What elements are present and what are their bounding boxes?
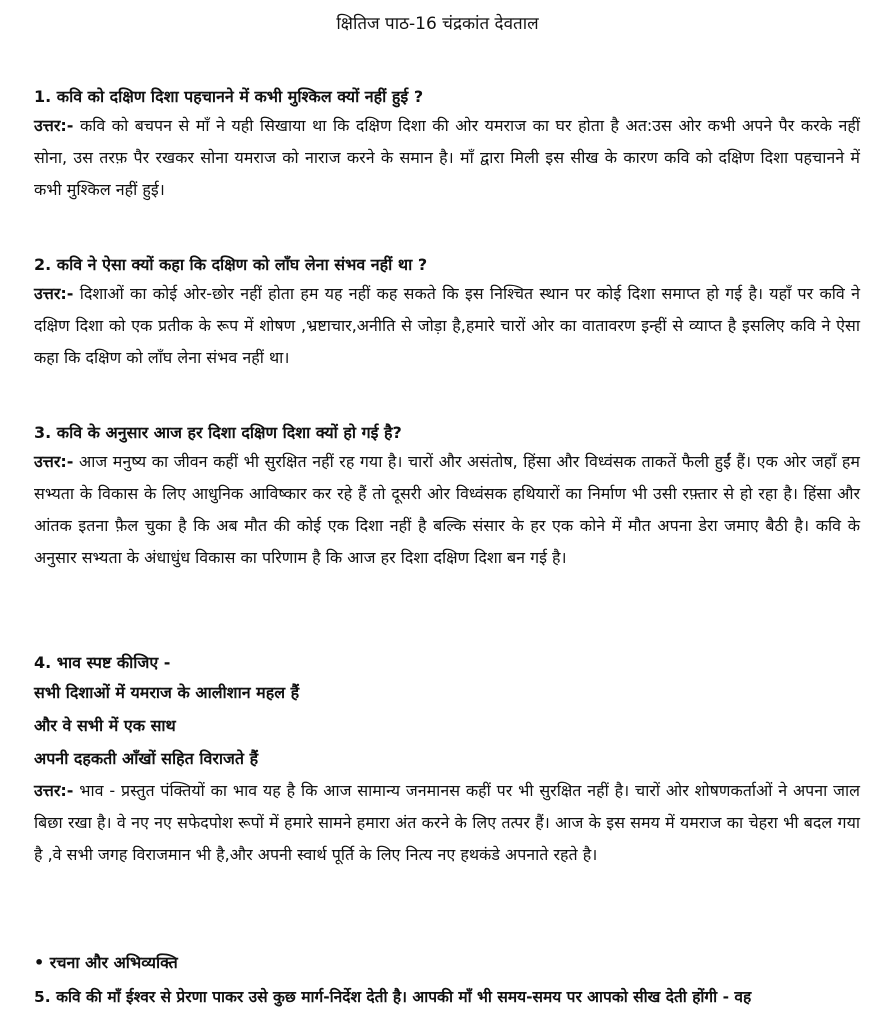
answer-label: उत्तर:- <box>34 452 74 471</box>
question-block-5 <box>34 984 860 1010</box>
answer-2 <box>34 278 860 374</box>
answer-4 <box>34 775 860 871</box>
question-3: 3. कवि के अनुसार आज हर दिशा दक्षिण दिशा क्यों हो गई है? <box>34 423 402 442</box>
page-title: क्षितिज पाठ-16 चंद्रकांत देवताल <box>336 14 539 34</box>
question-4: 4. भाव स्पष्ट कीजिए - <box>34 653 171 672</box>
answer-1-text: कवि को बचपन से माँ ने यही सिखाया था कि दक्षिण दिशा की ओर यमराज का घर होता है अत:उस ओर कभी अपने पैर करके नहीं सोना, उस तरफ़ पैर रखकर सोना यमराज को नाराज करने के समान है। माँ द्वारा मिली इस सीख के कारण कवि को दक्षिण दिशा पहचानने में कभी मुश्किल नहीं हुई। <box>34 116 860 199</box>
poem-line: और वे सभी में एक साथ <box>34 716 176 735</box>
answer-label: उत्तर:- <box>34 284 74 303</box>
answer-label: उत्तर:- <box>34 116 74 135</box>
question-2: 2. कवि ने ऐसा क्यों कहा कि दक्षिण को लाँघ लेना संभव नहीं था ? <box>34 255 428 274</box>
question-block-3 <box>34 420 860 574</box>
question-block-4 <box>34 650 860 871</box>
answer-1 <box>34 110 860 206</box>
section-heading: • रचना और अभिव्यक्ति <box>34 953 178 972</box>
poem-line: अपनी दहकती आँखों सहित विराजते हैं <box>34 749 259 768</box>
question-5: 5. कवि की माँ ईश्वर से प्रेरणा पाकर उसे कुछ मार्ग-निर्देश देती है। आपकी माँ भी समय-समय पर आपको सीख देती होंगी - वह <box>34 988 752 1006</box>
poem-line: सभी दिशाओं में यमराज के आलीशान महल हैं <box>34 683 300 702</box>
answer-2-text: दिशाओं का कोई ओर-छोर नहीं होता हम यह नहीं कह सकते कि इस निश्चित स्थान पर कोई दिशा समाप्त हो गई है। यहाँ पर कवि ने दक्षिण दिशा को एक प्रतीक के रूप में शोषण ,भ्रष्टाचार,अनीति से जोड़ा है,हमारे चारों ओर का वातावरण इन्हीं से व्याप्त है इसलिए कवि ने ऐसा कहा कि दक्षिण को लाँघ लेना संभव नहीं था। <box>34 284 860 367</box>
question-1: 1. कवि को दक्षिण दिशा पहचानने में कभी मुश्किल क्यों नहीं हुई ? <box>34 87 424 106</box>
answer-4-text: भाव - प्रस्तुत पंक्तियों का भाव यह है कि आज सामान्य जनमानस कहीं पर भी सुरक्षित नहीं है। चारों ओर शोषणकर्ताओं ने अपना जाल बिछा रखा है। वे नए नए सफेदपोश रूपों में हमारे सामने हमारा अंत करने के लिए तत्पर हैं। आज के इस समय में यमराज का चेहरा भी बदल गया है ,वे सभी जगह विराजमान भी है,और अपनी स्वार्थ पूर्ति के लिए नित्य नए हथकंडे अपनाते रहते है। <box>34 781 860 864</box>
question-block-2 <box>34 252 860 374</box>
poem-excerpt <box>34 676 860 775</box>
section-block <box>34 950 860 976</box>
answer-3 <box>34 446 860 574</box>
answer-3-text: आज मनुष्य का जीवन कहीं भी सुरक्षित नहीं रह गया है। चारों और असंतोष, हिंसा और विध्वंसक ताकतें फैली हुईं हैं। एक ओर जहाँ हम सभ्यता के विकास के लिए आधुनिक आविष्कार कर रहे हैं तो दूसरी ओर विध्वंसक हथियारों का निर्माण भी उसी रफ़्तार से हो रहा है। हिंसा और आंतक इतना फ़ैल चुका है कि अब मौत की कोई एक दिशा नहीं है बल्कि संसार के हर एक कोने में मौत अपना डेरा जमाए बैठी है। कवि के अनुसार सभ्यता के अंधाधुंध विकास का परिणाम है कि आज हर दिशा दक्षिण दिशा बन गई है। <box>34 452 860 567</box>
question-block-1 <box>34 84 860 206</box>
answer-label: उत्तर:- <box>34 781 74 800</box>
